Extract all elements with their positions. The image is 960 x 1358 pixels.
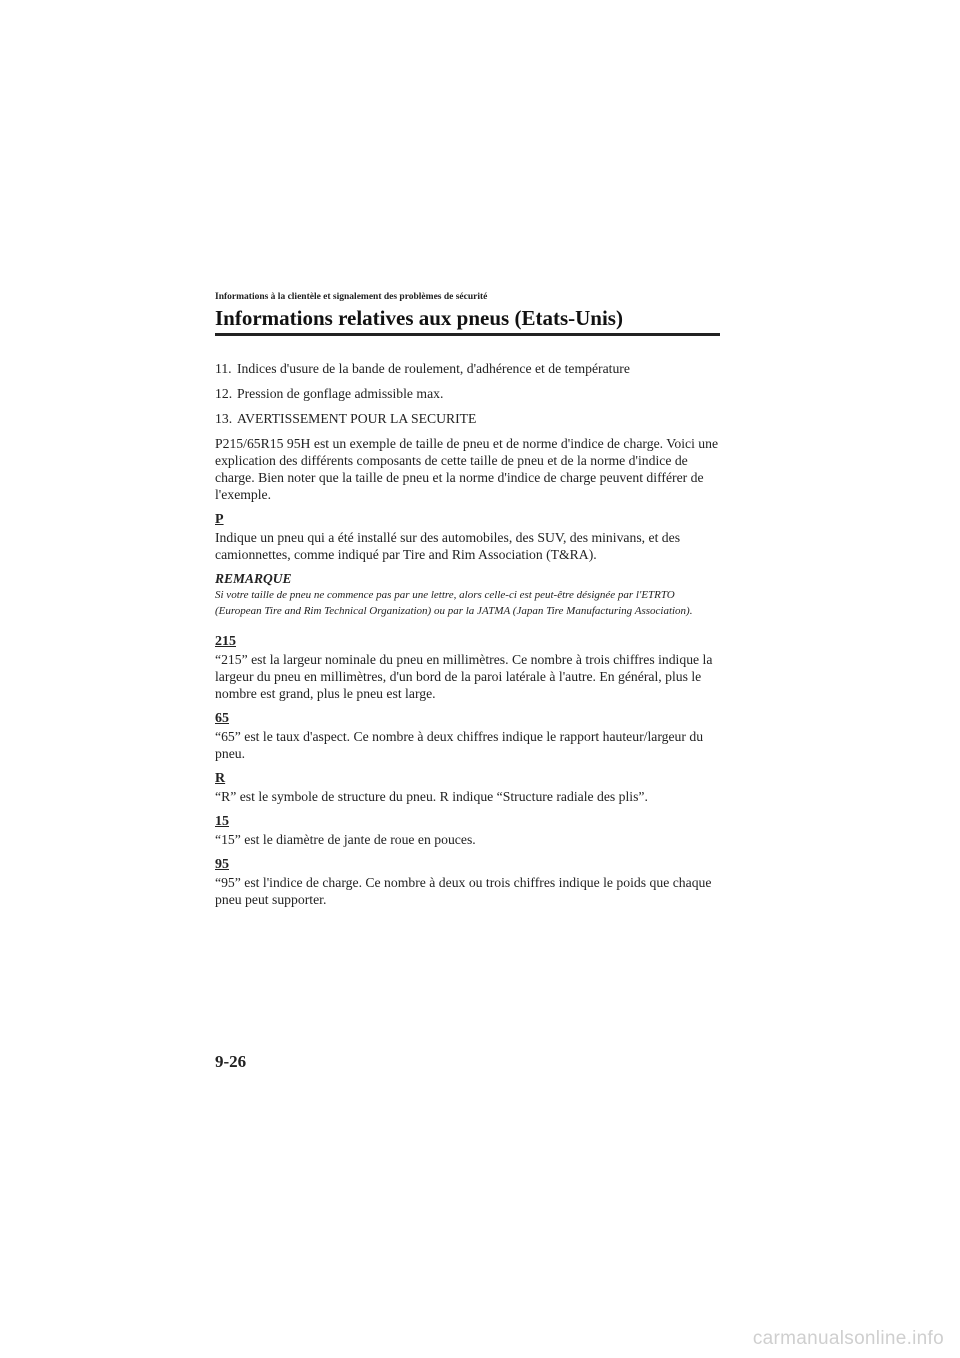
list-number: 13. [215, 411, 233, 426]
list-item [215, 410, 720, 427]
term-heading-215: 215 [215, 634, 236, 649]
list-item [215, 360, 720, 377]
term-description-15: “15” est le diamètre de jante de roue en pouces. [215, 832, 476, 847]
note-title: REMARQUE [215, 571, 292, 586]
page-header [215, 291, 720, 336]
list-number: 12. [215, 386, 233, 401]
page-title: Informations relatives aux pneus (Etats-Unis) [215, 306, 623, 330]
list-text: Indices d'usure de la bande de roulement, d'adhérence et de température [237, 361, 630, 376]
section-label: Informations à la clientèle et signalement des problèmes de sécurité [215, 292, 488, 302]
intro-paragraph: P215/65R15 95H est un exemple de taille de pneu et de norme d'indice de charge. Voici une explication des différents composants de cette taille de pneu et de la norme d'indice de charge. Bien noter que la taille de pneu et la norme d'indice de charge peuvent différer de l'exemple. [215, 436, 719, 502]
list-item [215, 385, 720, 402]
term-description-r: “R” est le symbole de structure du pneu. R indique “Structure radiale des plis”. [215, 789, 648, 804]
term-heading-p: P [215, 512, 224, 527]
page-number: 9-26 [215, 1052, 247, 1071]
term-description-215: “215” est la largeur nominale du pneu en millimètres. Ce nombre à trois chiffres indique la largeur du pneu en millimètres, d'un bord de la paroi latérale à l'autre. En général, plus le nombre est grand, plus le pneu est large. [215, 652, 713, 701]
term-description-p: Indique un pneu qui a été installé sur des automobiles, des SUV, des minivans, et des camionnettes, comme indiqué par Tire and Rim Association (T&RA). [215, 530, 681, 562]
term-description-95: “95” est l'indice de charge. Ce nombre à deux ou trois chiffres indique le poids que chaque pneu peut supporter. [215, 875, 712, 907]
term-description-65: “65” est le taux d'aspect. Ce nombre à deux chiffres indique le rapport hauteur/largeur du pneu. [215, 729, 704, 761]
list-text: AVERTISSEMENT POUR LA SECURITE [237, 411, 477, 426]
watermark: carmanualsonline.info [752, 1328, 944, 1349]
term-heading-65: 65 [215, 711, 229, 726]
note-block [215, 571, 720, 619]
note-text: Si votre taille de pneu ne commence pas par une lettre, alors celle-ci est peut-être désignée par l'ETRTO (European Tire and Rim Technical Organization) ou par la JATMA (Japan Tire Manufacturing Association). [215, 589, 693, 617]
term-heading-15: 15 [215, 814, 229, 829]
title-divider [215, 333, 720, 336]
term-heading-95: 95 [215, 857, 229, 872]
list-number: 11. [215, 361, 232, 376]
list-text: Pression de gonflage admissible max. [237, 386, 444, 401]
term-heading-r: R [215, 771, 226, 786]
page-content [215, 360, 720, 916]
